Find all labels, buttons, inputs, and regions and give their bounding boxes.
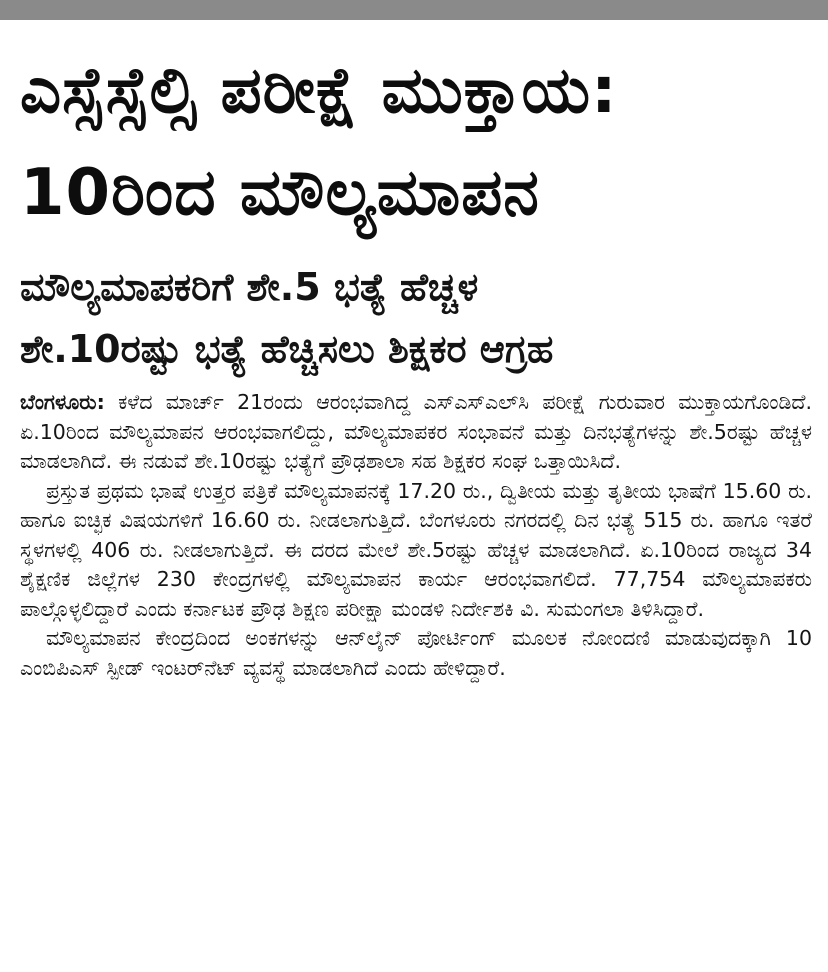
article-body <box>20 388 812 683</box>
headline-line-2: 10ರಿಂದ ಮೌಲ್ಯಮಾಪನ <box>20 156 540 230</box>
article-dateline: ಬೆಂಗಳೂರು: <box>20 390 105 414</box>
subheadline-line-2: ಶೇ.10ರಷ್ಟು ಭತ್ಯೆ ಹೆಚ್ಚಿಸಲು ಶಿಕ್ಷಕರ ಆಗ್ರಹ <box>20 327 554 371</box>
subheadline-line-1: ಮೌಲ್ಯಮಾಪಕರಿಗೆ ಶೇ.5 ಭತ್ಯೆ ಹೆಚ್ಚಳ <box>20 265 479 309</box>
article-paragraph-2: ಪ್ರಸ್ತುತ ಪ್ರಥಮ ಭಾಷೆ ಉತ್ತರ ಪತ್ರಿಕೆ ಮೌಲ್ಯಮಾಪನಕ್ಕೆ 17.20 ರು., ದ್ವಿತೀಯ ಮತ್ತು ತೃತೀಯ ಭಾಷೆಗೆ 15.60 ರು. ಹಾಗೂ ಐಚ್ಛಿಕ ವಿಷಯಗಳಿಗೆ 16.60 ರು. ನೀಡಲಾಗುತ್ತಿದೆ. ಬೆಂಗಳೂರು ನಗರದಲ್ಲಿ ದಿನ ಭತ್ಯೆ 515 ರು. ಹಾಗೂ ಇತರೆ ಸ್ಥಳಗಳಲ್ಲಿ 406 ರು. ನೀಡಲಾಗುತ್ತಿದೆ. ಈ ದರದ ಮೇಲೆ ಶೇ.5ರಷ್ಟು ಹೆಚ್ಚಳ ಮಾಡಲಾಗಿದೆ. ಏ.10ರಿಂದ ರಾಜ್ಯದ 34 ಶೈಕ್ಷಣಿಕ ಜಿಲ್ಲೆಗಳ 230 ಕೇಂದ್ರಗಳಲ್ಲಿ ಮೌಲ್ಯಮಾಪನ ಕಾರ್ಯ ಆರಂಭವಾಗಲಿದೆ. 77,754 ಮೌಲ್ಯಮಾಪಕರು ಪಾಲ್ಗೊಳ್ಳಲಿದ್ದಾರೆ ಎಂದು ಕರ್ನಾಟಕ ಪ್ರೌಢ ಶಿಕ್ಷಣ ಪರೀಕ್ಷಾ ಮಂಡಳಿ ನಿರ್ದೇಶಕಿ ವಿ. ಸುಮಂಗಲಾ ತಿಳಿಸಿದ್ದಾರೆ. <box>20 478 812 621</box>
top-border-bar <box>0 0 828 20</box>
article-paragraph-3: ಮೌಲ್ಯಮಾಪನ ಕೇಂದ್ರದಿಂದ ಅಂಕಗಳನ್ನು ಆನ್‌ಲೈನ್ ಪೋರ್ಟಿಂಗ್ ಮೂಲಕ ನೋಂದಣಿ ಮಾಡುವುದಕ್ಕಾಗಿ 10 ಎಂಬಿಪಿಎಸ್ ಸ್ಪೀಡ್ ಇಂಟರ್‌ನೆಟ್ ವ್ಯವಸ್ಥೆ ಮಾಡಲಾಗಿದೆ ಎಂದು ಹೇಳಿದ್ದಾರೆ. <box>20 626 812 680</box>
article-paragraph-1-text: ಕಳೆದ ಮಾರ್ಚ್ 21ರಂದು ಆರಂಭವಾಗಿದ್ದ ಎಸ್‌ಎಸ್‌ಎಲ್‌ಸಿ ಪರೀಕ್ಷೆ ಗುರುವಾರ ಮುಕ್ತಾಯಗೊಂಡಿದೆ. ಏ.10ರಿಂದ ಮೌಲ್ಯಮಾಪನ ಆರಂಭವಾಗಲಿದ್ದು, ಮೌಲ್ಯಮಾಪಕರ ಸಂಭಾವನೆ ಮತ್ತು ದಿನಭತ್ಯೆಗಳನ್ನು ಶೇ.5ರಷ್ಟು ಹೆಚ್ಚಳ ಮಾಡಲಾಗಿದೆ. ಈ ನಡುವೆ ಶೇ.10ರಷ್ಟು ಭತ್ಯೆಗೆ ಪ್ರೌಢಶಾಲಾ ಸಹ ಶಿಕ್ಷಕರ ಸಂಘ ಒತ್ತಾಯಿಸಿದೆ. <box>20 390 812 473</box>
newspaper-clipping <box>20 40 812 683</box>
article-paragraph-1 <box>20 388 812 477</box>
headline-line-1: ಎಸ್ಸೆಸ್ಸೆಲ್ಸಿ ಪರೀಕ್ಷೆ ಮುಕ್ತಾಯ: <box>20 54 618 128</box>
